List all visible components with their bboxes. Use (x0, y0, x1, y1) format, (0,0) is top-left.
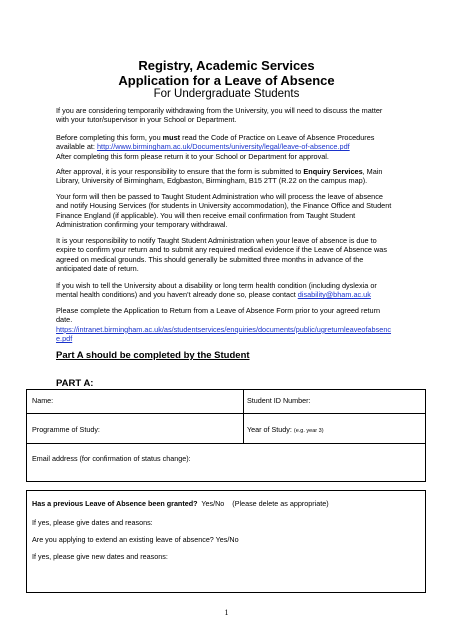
disability-email-link[interactable]: disability@bham.ac.uk (297, 290, 371, 300)
intro-paragraph: If you are considering temporarily withdrawing from the University, you will need to discuss the matter with your tutor/supervisor in your School or Department. (56, 106, 383, 125)
title-application: Application for a Leave of Absence (118, 73, 335, 88)
student-id-field[interactable]: Student ID Number: (247, 396, 311, 405)
title-registry: Registry, Academic Services (138, 58, 315, 73)
table-divider (26, 413, 426, 414)
processing-paragraph: Your form will then be passed to Taught Student Administration who will process the leave of absence and notify Housing Services (for students in University accommodation), the Finance Office and Student Finance England (if applicable). You will then receive email confirmation from Taught Student Administration confirming your temporary withdrawal. (56, 192, 392, 230)
email-field[interactable]: Email address (for confirmation of status change): (32, 454, 191, 463)
part-a-intro-heading: Part A should be completed by the Student (56, 350, 250, 361)
previous-leave-question[interactable]: Has a previous Leave of Absence been granted? Yes/No (Please delete as appropriate) (32, 499, 329, 508)
return-form-paragraph: Please complete the Application to Return from a Leave of Absence Form prior to your agreed return date. https://intranet.birmingham.ac.uk/as/studentservices/enquiries/documents/public/ugreturnleaveofabsence.pdf (56, 306, 392, 344)
year-hint: (e.g. year 3) (293, 428, 324, 434)
code-of-practice-paragraph: Before completing this form, you must read the Code of Practice on Leave of Absence Procedures available at: http://www.birmingham.ac.uk/Documents/university/legal/leave-of-absence.pdf After completing this form please return it to your School or Department for approval. (56, 133, 375, 161)
new-dates-field[interactable]: If yes, please give new dates and reasons: (32, 552, 168, 561)
name-field[interactable]: Name: (32, 396, 54, 405)
table-divider (26, 443, 426, 444)
extend-leave-question[interactable]: Are you applying to extend an existing leave of absence? Yes/No (32, 535, 239, 544)
part-a-table (26, 389, 426, 482)
page-number: 1 (224, 608, 229, 617)
return-form-link[interactable]: https://intranet.birmingham.ac.uk/as/studentservices/enquiries/documents/public/ugreturnleaveofabsence.pdf (56, 324, 392, 344)
table-column-divider (243, 389, 244, 443)
return-responsibility-paragraph: It is your responsibility to notify Taught Student Administration when your leave of absence is due to expire to confirm your return and to submit any required medical evidence if the Leave of Absence was agreed on medical grounds. This should generally be submitted three months in advance of the anticipated date of return. (56, 236, 387, 274)
submission-paragraph: After approval, it is your responsibility to ensure that the form is submitted to Enquiry Services, Main Library, University of Birmingham, Edgbaston, Birmingham, B15 2TT (R.22 on the campus map). (56, 167, 383, 186)
subtitle: For Undergraduate Students (153, 88, 300, 100)
year-of-study-field[interactable]: Year of Study: (e.g. year 3) (247, 425, 324, 434)
previous-leave-dates-field[interactable]: If yes, please give dates and reasons: (32, 518, 153, 527)
programme-field[interactable]: Programme of Study: (32, 425, 100, 434)
part-a-label: PART A: (56, 378, 94, 389)
disability-paragraph: If you wish to tell the University about a disability or long term health condition (including dyslexia or mental health conditions) and you haven’t already done so, please contact disability@bham.ac.uk (56, 281, 377, 300)
code-of-practice-link[interactable]: http://www.birmingham.ac.uk/Documents/university/legal/leave-of-absence.pdf (96, 142, 350, 152)
